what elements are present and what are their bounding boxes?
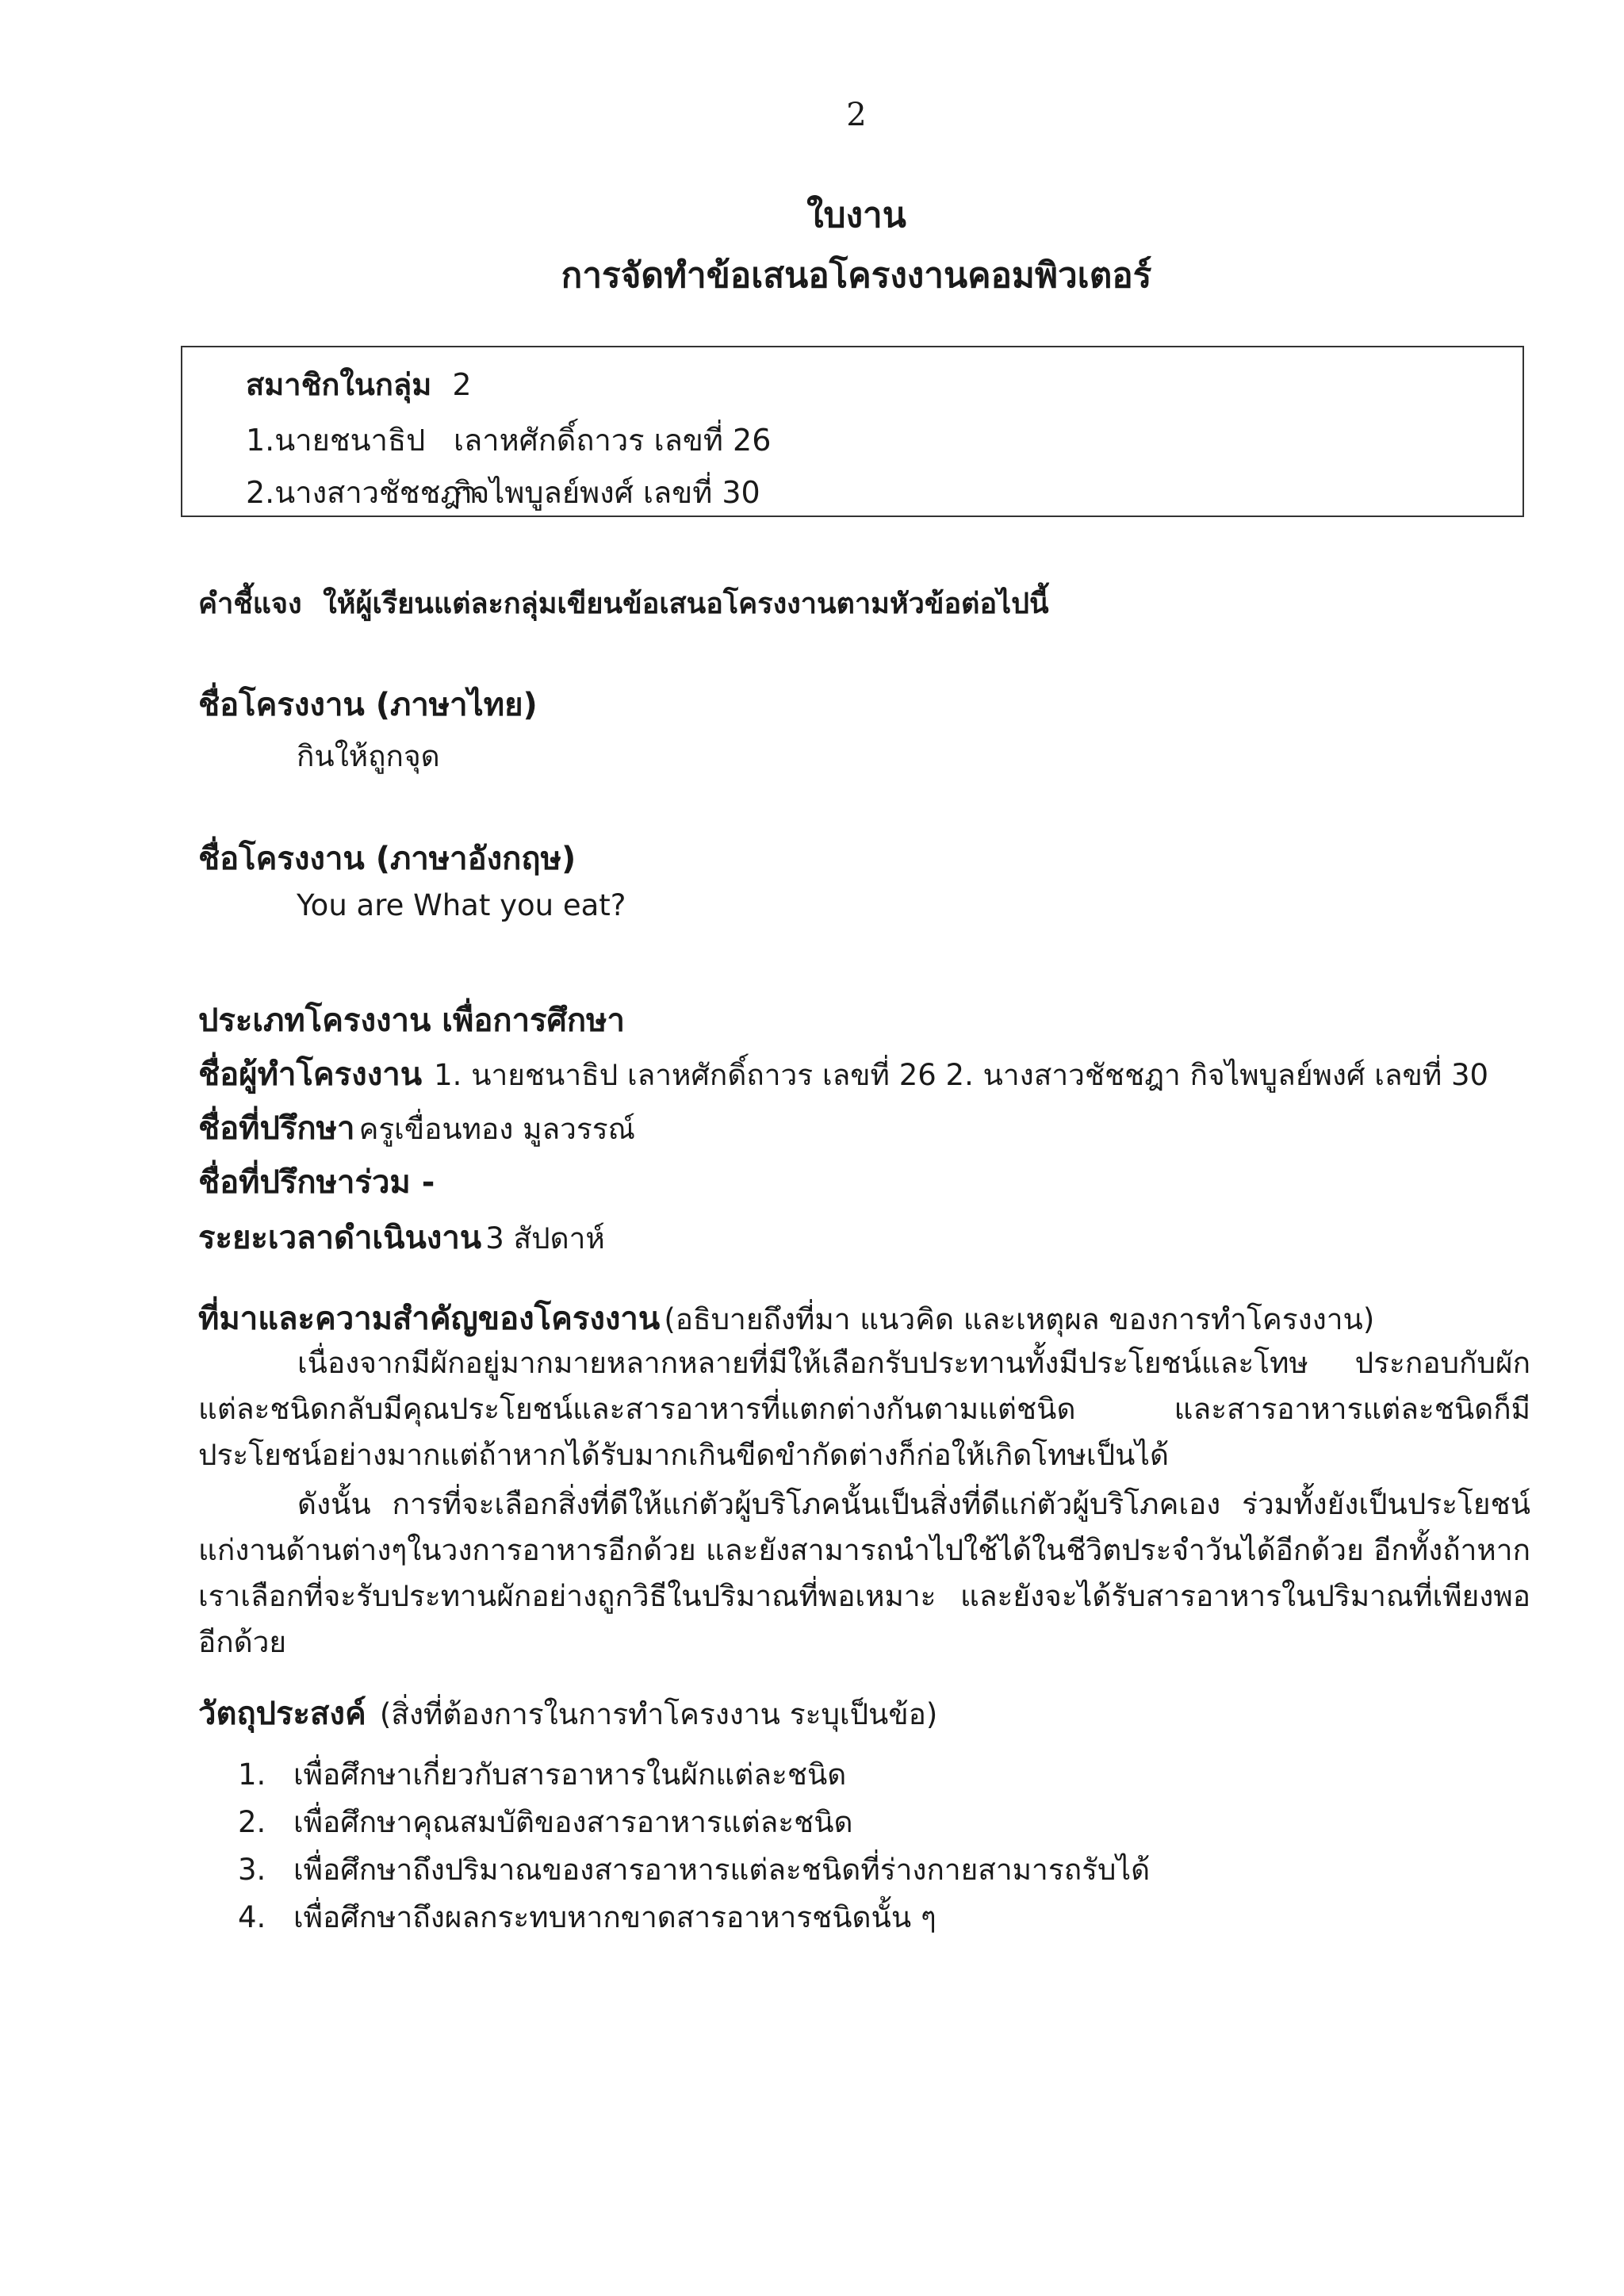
list-item-number: 4.: [238, 1900, 266, 1934]
member-surname: กิจไพบูลย์พงศ์ เลขที่ 30: [454, 475, 760, 510]
member-surname: เลาหศักดิ์ถาวร เลขที่ 26: [454, 423, 772, 458]
document-subtitle: การจัดทำข้อเสนอโครงงานคอมพิวเตอร์: [561, 255, 1152, 296]
duration-value: 3 สัปดาห์: [485, 1221, 605, 1255]
co-advisor-label: ชื่อที่ปรึกษาร่วม -: [198, 1164, 435, 1201]
list-item-text: เพื่อศึกษาถึงผลกระทบหากขาดสารอาหารชนิดนั้น ๆ: [293, 1900, 936, 1934]
instructions-text: ให้ผู้เรียนแต่ละกลุ่มเขียนข้อเสนอโครงงานตามหัวข้อต่อไปนี้: [323, 588, 1049, 620]
authors-label: ชื่อผู้ทำโครงงาน: [198, 1056, 423, 1093]
member-box: [181, 346, 1524, 517]
list-item: [238, 1799, 1150, 1846]
members-label: สมาชิกในกลุ่ม: [246, 367, 432, 402]
project-type: [198, 995, 625, 1045]
authors: [198, 1048, 1488, 1099]
instructions: [198, 581, 1049, 626]
duration: [198, 1212, 605, 1263]
instructions-label: คำชี้แจง: [198, 588, 302, 620]
list-item-number: 3.: [238, 1853, 266, 1887]
members-heading: [246, 360, 472, 408]
objectives-heading: [198, 1688, 937, 1738]
background-paragraph: เนื่องจากมีผักอยู่มากมายหลากหลายที่มีให้เลือกรับประทานทั้งมีประโยชน์และโทษ ประกอบกับผักแต่ละชนิดกลับมีคุณประโยชน์และสารอาหารที่แตกต่างกันตามแต่ชนิด และสารอาหารแต่ละชนิดก็มีประโยชน์อย่างมากแต่ถ้าหากได้รับมากเกินขีดขำกัดต่างก็ก่อให้เกิดโทษเป็นได้: [198, 1346, 1530, 1472]
authors-value: 1. นายชนาธิป เลาหศักดิ์ถาวร เลขที่ 26 2. นางสาวชัชชฎา กิจไพบูลย์พงศ์ เลขที่ 30: [434, 1058, 1489, 1092]
background-heading: [198, 1293, 1374, 1343]
list-item-number: 1.: [238, 1757, 266, 1792]
background-hint: (อธิบายถึงที่มา แนวคิด และเหตุผล ของการทำโครงงาน): [664, 1302, 1375, 1336]
background-label: ที่มาและความสำคัญของโครงงาน: [198, 1301, 661, 1337]
advisor: [198, 1102, 635, 1153]
list-item: [238, 1751, 1150, 1799]
page-number: 2: [846, 97, 867, 133]
document-title: ใบงาน: [806, 195, 906, 236]
member-name: 1.นายชนาธิป: [246, 423, 426, 458]
objectives-list: [238, 1751, 1150, 1941]
project-name-en-label: ชื่อโครงงาน (ภาษาอังกฤษ): [198, 841, 576, 877]
objectives-label: วัตถุประสงค์: [198, 1696, 366, 1732]
project-name-th-label: ชื่อโครงงาน (ภาษาไทย): [198, 687, 538, 723]
list-item-number: 2.: [238, 1805, 266, 1839]
project-name-en-value: You are What you eat?: [297, 888, 626, 922]
list-item: [238, 1894, 1150, 1941]
list-item: [238, 1846, 1150, 1894]
project-name-th-value: กินให้ถูกจุด: [297, 739, 440, 773]
advisor-label: ชื่อที่ปรึกษา: [198, 1110, 355, 1147]
list-item-text: เพื่อศึกษาเกี่ยวกับสารอาหารในผักแต่ละชนิด: [293, 1757, 847, 1792]
objectives-hint: (สิ่งที่ต้องการในการทำโครงงาน ระบุเป็นข้อ): [379, 1697, 938, 1731]
member-name: 2.นางสาวชัชชฎา: [246, 475, 478, 510]
project-type-value: เพื่อการศึกษา: [442, 1002, 625, 1039]
group-number: 2: [452, 367, 472, 402]
list-item-text: เพื่อศึกษาคุณสมบัติของสารอาหารแต่ละชนิด: [293, 1805, 853, 1839]
duration-label: ระยะเวลาดำเนินงาน: [198, 1220, 482, 1256]
background-paragraph: ดังนั้น การที่จะเลือกสิ่งที่ดีให้แก่ตัวผู้บริโภคนั้นเป็นสิ่งที่ดีแก่ตัวผู้บริโภคเอง ร่วมทั้งยังเป็นประโยชน์แก่งานด้านต่างๆในวงการอาหารอีกด้วย และยังสามารถนำไปใช้ได้ในชีวิตประจำวันได้อีกด้วย อีกทั้งถ้าหากเราเลือกที่จะรับประทานผักอย่างถูกวิธีในปริมาณที่พอเหมาะ และยังจะได้รับสารอาหารในปริมาณที่เพียงพออีกด้วย: [198, 1487, 1530, 1659]
advisor-value: ครูเขื่อนทอง มูลวรรณ์: [358, 1112, 635, 1146]
project-type-label: ประเภทโครงงาน: [198, 1002, 431, 1039]
list-item-text: เพื่อศึกษาถึงปริมาณของสารอาหารแต่ละชนิดที่ร่างกายสามารถรับได้: [293, 1853, 1151, 1887]
